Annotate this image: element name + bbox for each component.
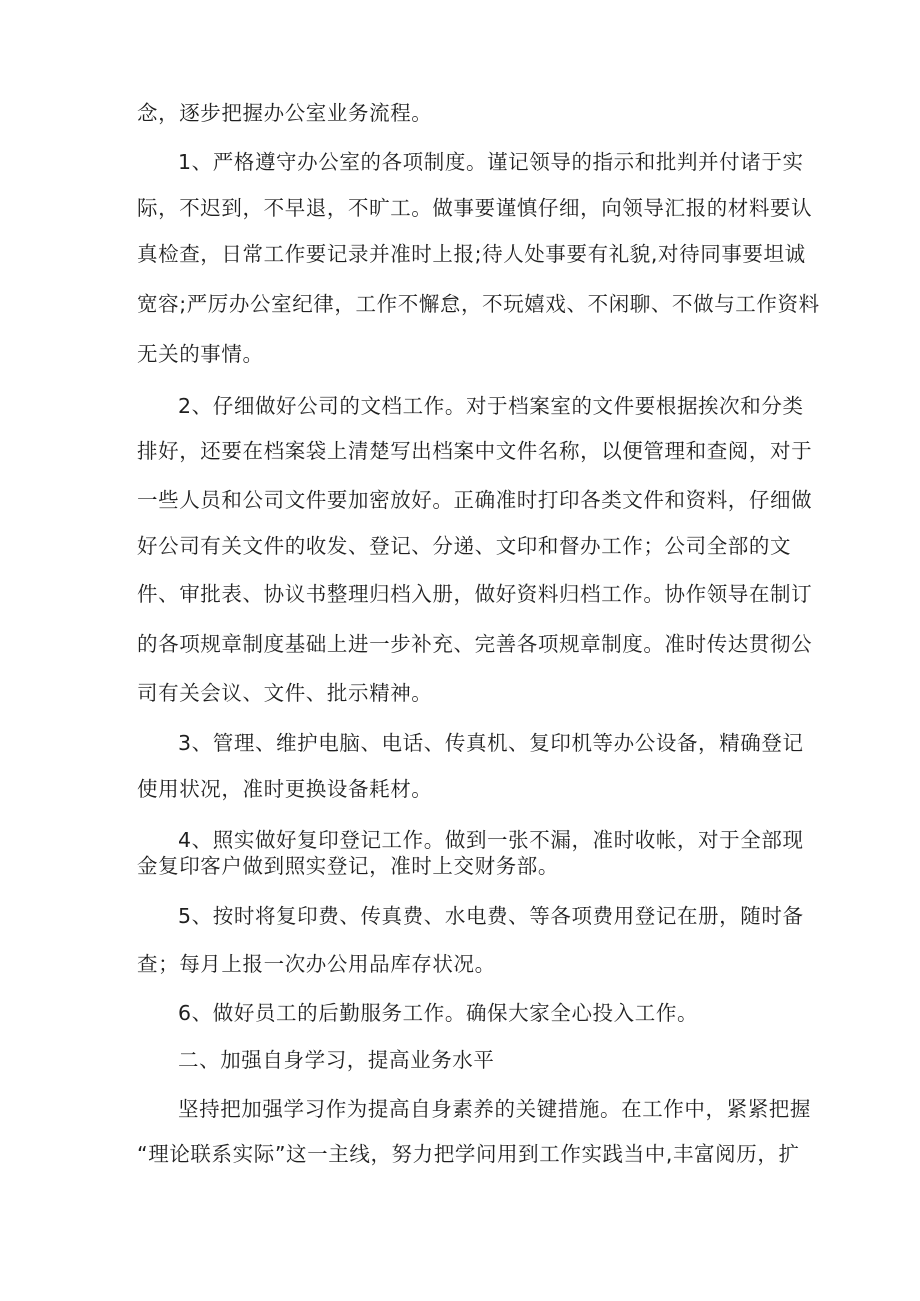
text-line: 际，不迟到，不早退，不旷工。做事要谨慎仔细，向领导汇报的材料要认 — [137, 196, 813, 220]
text-line: 宽容;严厉办公室纪律，工作不懈怠，不玩嬉戏、不闲聊、不做与工作资料 — [137, 292, 820, 316]
text-line: 件、审批表、协议书整理归档入册，做好资料归档工作。协作领导在制订 — [137, 582, 813, 606]
text-line: 司有关会议、文件、批示精神。 — [137, 681, 433, 705]
text-line: 念，逐步把握办公室业务流程。 — [137, 101, 433, 125]
text-line: 3、管理、维护电脑、电话、传真机、复印机等办公设备，精确登记 — [178, 731, 804, 755]
text-line: 好公司有关文件的收发、登记、分递、文印和督办工作；公司全部的文 — [137, 534, 792, 558]
text-line: 5、按时将复印费、传真费、水电费、等各项费用登记在册，随时备 — [178, 904, 804, 928]
text-line: 使用状况，准时更换设备耗材。 — [137, 777, 433, 801]
text-line: “理论联系实际”这一主线，努力把学问用到工作实践当中,丰富阅历，扩 — [137, 1142, 800, 1166]
text-line: 1、严格遵守办公室的各项制度。谨记领导的指示和批判并付诸于实 — [178, 150, 804, 174]
text-line: 一些人员和公司文件要加密放好。正确准时打印各类文件和资料，仔细做 — [137, 488, 813, 512]
text-line: 查；每月上报一次办公用品库存状况。 — [137, 952, 496, 976]
text-line: 金复印客户做到照实登记，准时上交财务部。 — [137, 854, 559, 878]
text-line: 坚持把加强学习作为提高自身素养的关键措施。在工作中，紧紧把握 — [178, 1097, 811, 1121]
text-line: 4、照实做好复印登记工作。做到一张不漏，准时收帐，对于全部现 — [178, 828, 804, 852]
text-line: 无关的事情。 — [137, 342, 264, 366]
text-line: 真检查，日常工作要记录并准时上报;待人处事要有礼貌,对待同事要坦诚 — [137, 242, 806, 266]
text-line: 2、仔细做好公司的文档工作。对于档案室的文件要根据挨次和分类 — [178, 394, 804, 418]
text-line: 6、做好员工的后勤服务工作。确保大家全心投入工作。 — [178, 1001, 699, 1025]
text-line: 的各项规章制度基础上进一步补充、完善各项规章制度。准时传达贯彻公 — [137, 632, 813, 656]
section-heading: 二、加强自身学习，提高业务水平 — [178, 1048, 495, 1072]
text-line: 排好，还要在档案袋上清楚写出档案中文件名称，以便管理和查阅，对于 — [137, 439, 813, 463]
